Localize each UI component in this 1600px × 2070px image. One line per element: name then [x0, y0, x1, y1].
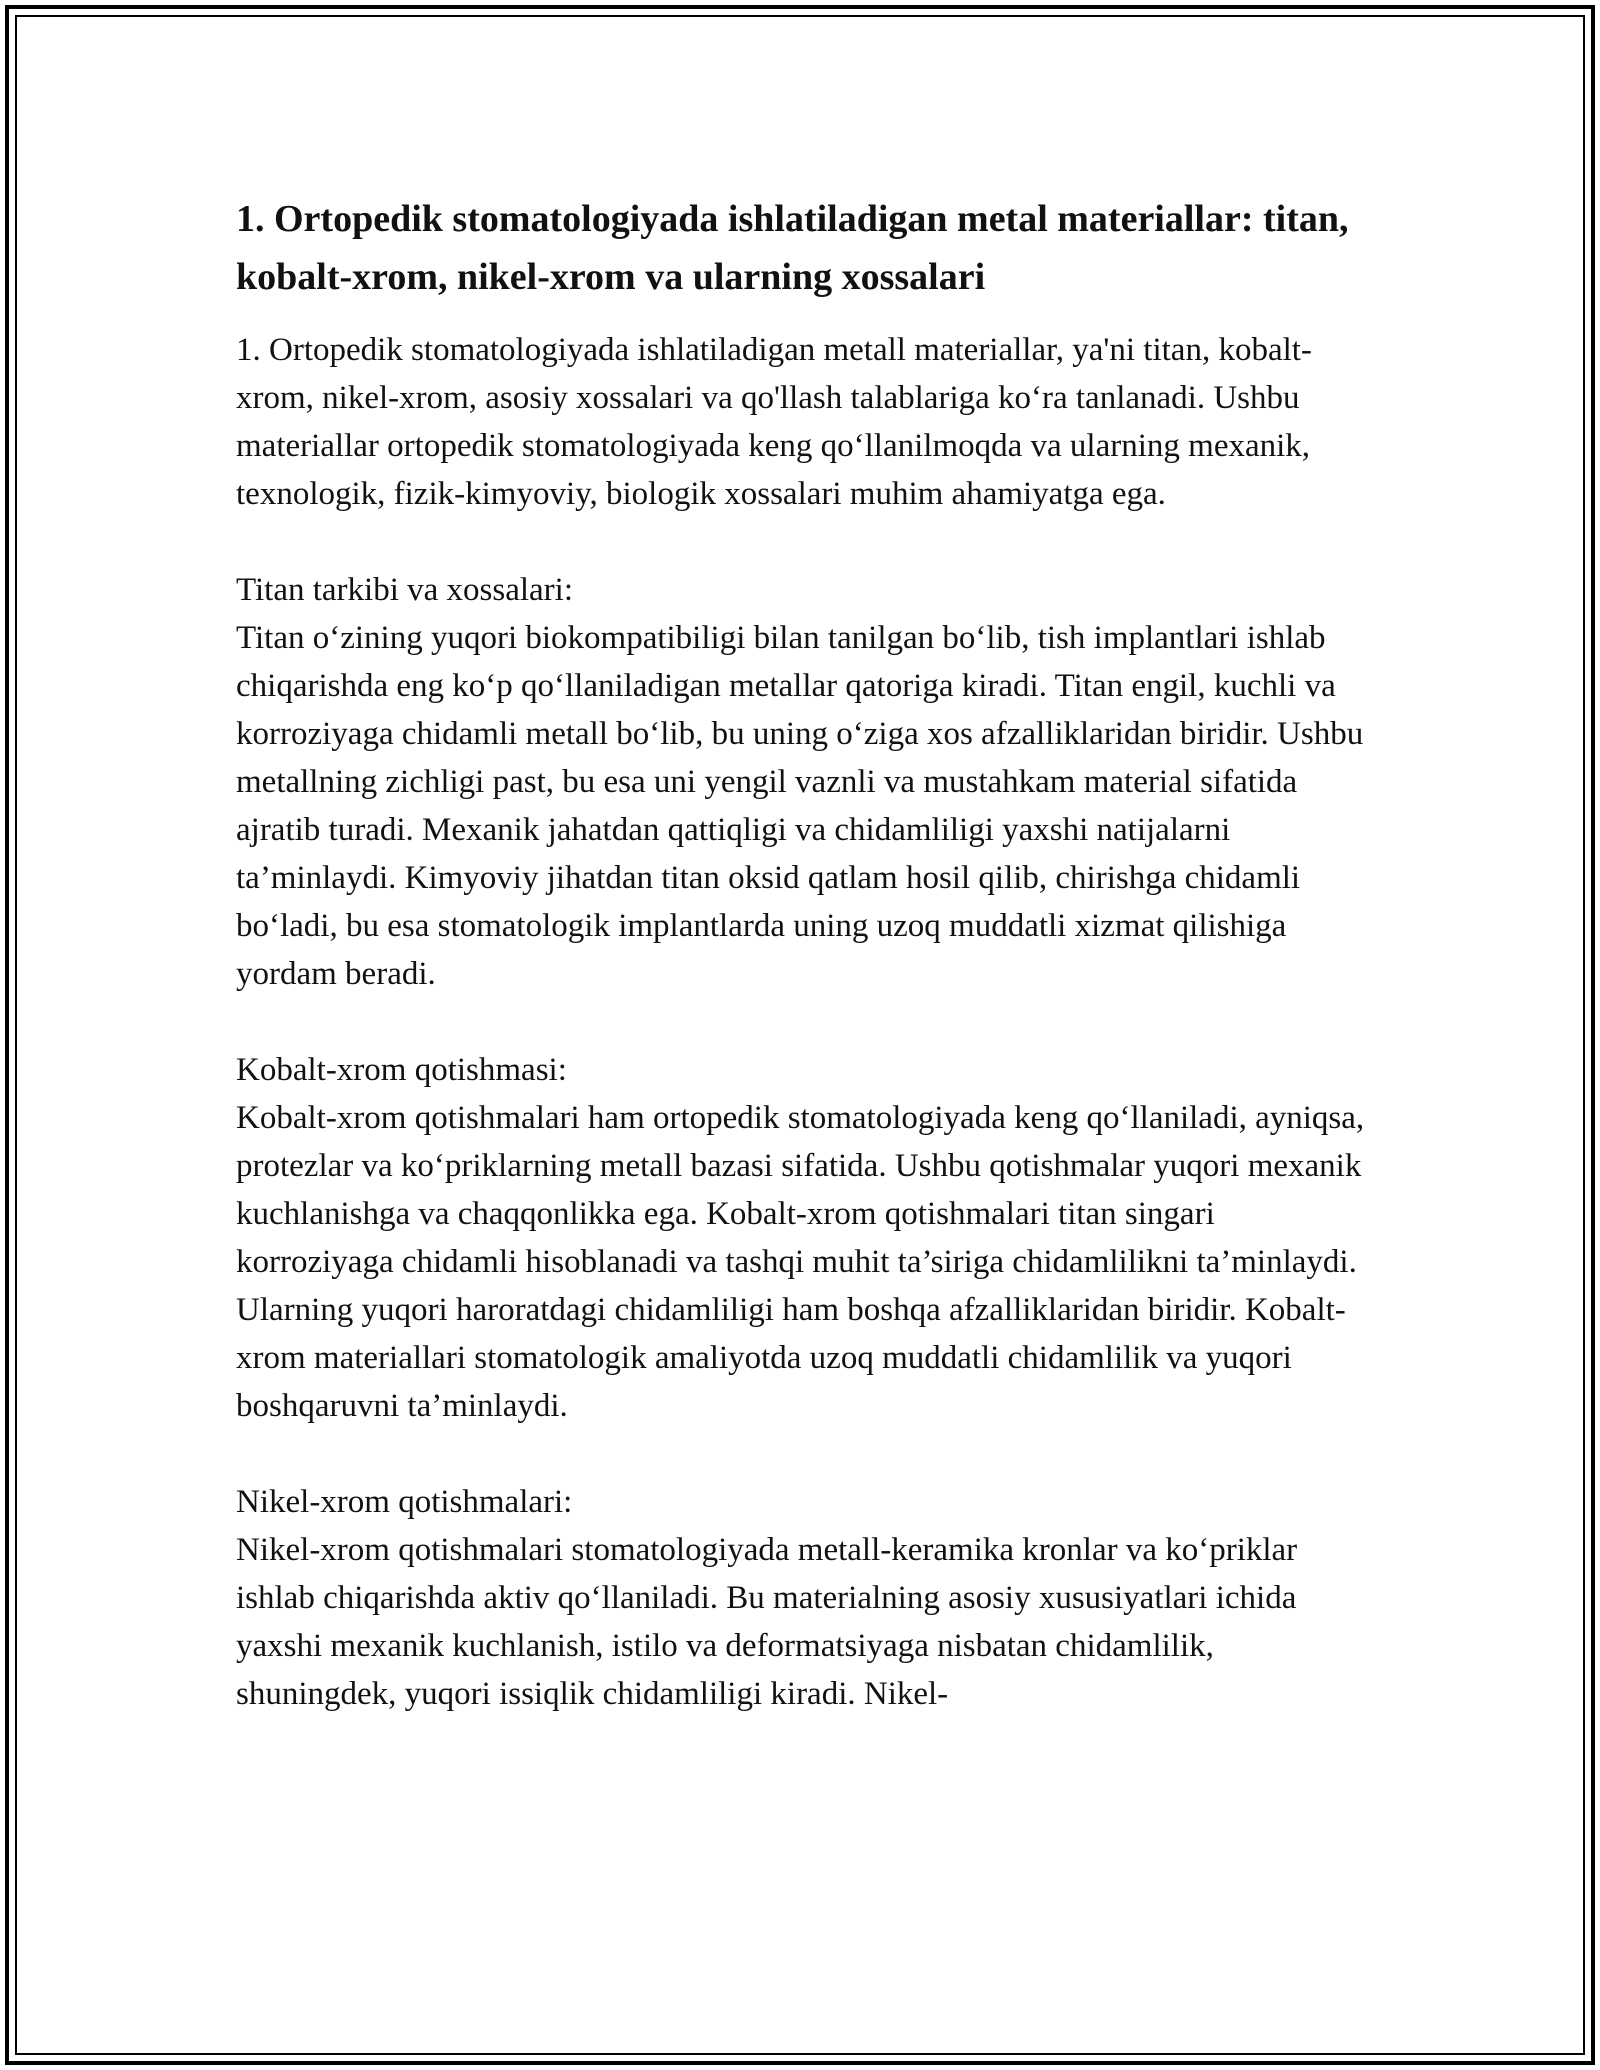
paragraph-gap	[236, 998, 1376, 1046]
section-titan	[236, 566, 1376, 998]
intro-paragraph: 1. Ortopedik stomatologiyada ishlatiladigan metall materiallar, ya'ni titan, kobalt-xrom, nikel-xrom, asosiy xossalari va qo'llash talablariga ko‘ra tanlanadi. Ushbu materiallar ortopedik stomatologiyada keng qo‘llanilmoqda va ularning mexanik, texnologik, fizik-kimyoviy, biologik xossalari muhim ahamiyatga ega.	[236, 332, 1312, 512]
section-nikel-xrom	[236, 1478, 1376, 1718]
section-body: Nikel-xrom qotishmalari stomatologiyada metall-keramika kronlar va ko‘priklar ishlab chiqarishda aktiv qo‘llaniladi. Bu materialning asosiy xususiyatlari ichida yaxshi mexanik kuchlanish, istilo va deformatsiyaga nisbatan chidamlilik, shuningdek, yuqori issiqlik chidamliligi kiradi. Nikel-	[236, 1532, 1298, 1712]
section-body: Titan o‘zining yuqori biokompatibiligi bilan tanilgan bo‘lib, tish implantlari ishlab chiqarishda eng ko‘p qo‘llaniladigan metallar qatoriga kiradi. Titan engil, kuchli va korroziyaga chidamli metall bo‘lib, bu uning o‘ziga xos afzalliklaridan biridir. Ushbu metallning zichligi past, bu esa uni yengil vaznli va mustahkam material sifatida ajratib turadi. Mexanik jahatdan qattiqligi va chidamliligi yaxshi natijalarni ta’minlaydi. Kimyoviy jihatdan titan oksid qatlam hosil qilib, chirishga chidamli bo‘ladi, bu esa stomatologik implantlarda uning uzoq muddatli xizmat qilishiga yordam beradi.	[236, 620, 1364, 992]
section-heading: Kobalt-xrom qotishmasi:	[236, 1052, 567, 1088]
section-heading: Titan tarkibi va xossalari:	[236, 572, 573, 608]
section-body: Kobalt-xrom qotishmalari ham ortopedik stomatologiyada keng qo‘llaniladi, ayniqsa, protezlar va ko‘priklarning metall bazasi sifatida. Ushbu qotishmalar yuqori mexanik kuchlanishga va chaqqonlikka ega. Kobalt-xrom qotishmalari titan singari korroziyaga chidamli hisoblanadi va tashqi muhit ta’siriga chidamlilikni ta’minlaydi. Ularning yuqori haroratdagi chidamliligi ham boshqa afzalliklaridan biridir. Kobalt-xrom materiallari stomatologik amaliyotda uzoq muddatli chidamlilik va yuqori boshqaruvni ta’minlaydi.	[236, 1100, 1365, 1424]
paragraph-gap	[236, 518, 1376, 566]
paragraph-gap	[236, 1430, 1376, 1478]
document-content	[236, 190, 1376, 1718]
section-kobalt-xrom	[236, 1046, 1376, 1430]
section-heading: Nikel-xrom qotishmalari:	[236, 1484, 573, 1520]
document-title: 1. Ortopedik stomatologiyada ishlatiladigan metal materiallar: titan, kobalt-xrom, nikel-xrom va ularning xossalari	[236, 198, 1349, 298]
